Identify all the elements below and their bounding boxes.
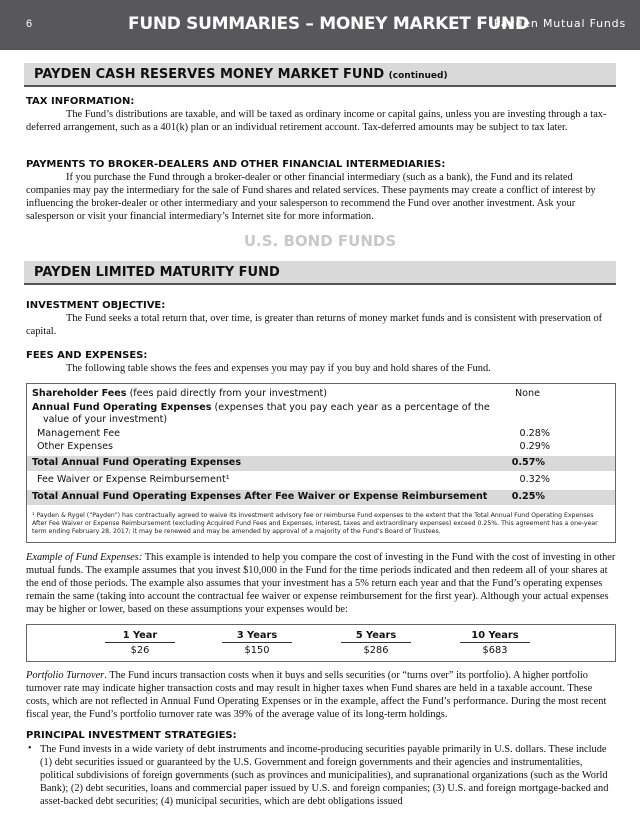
strategies-text: The Fund invests in a wide variety of debt instruments and income-producing securities payable primarily in U.S. dollars. These include (1) debt securities issued or guaranteed by the U.S. Government and foreign governments and their agencies and instrumentalities, political subdivisions of foreign governments (such as provinces and municipalities), and supranational organizations (such as the World Bank); (2) debt securities, loans and commercial paper issued by U.S. and foreign companies; (3) U.S. and foreign mortgage-backed and asset-backed debt securities; (4) municipal securities, which are debt obligations issued <box>40 744 609 807</box>
tax-text: The Fund’s distributions are taxable, and will be taxed as ordinary income or capital gains, unless you are investing through a tax-deferred arrangement, such as a 401(k) plan or an individual retirement account. Tax-deferred amounts may be subject to tax later. <box>26 109 607 133</box>
other-expenses-row: Other Expenses 0.29% <box>37 441 550 452</box>
period-5-years: 5 Years $286 <box>341 630 411 656</box>
period-3-years: 3 Years $150 <box>222 630 292 656</box>
objective-text: The Fund seeks a total return that, over time, is greater than returns of money market funds and is consistent with preservation of capital. <box>26 313 603 337</box>
expense-example-table <box>26 624 616 662</box>
payments-heading: PAYMENTS TO BROKER-DEALERS AND OTHER FINANCIAL INTERMEDIARIES: <box>26 159 446 170</box>
page-header-title: FUND SUMMARIES – MONEY MARKET FUND <box>128 14 529 34</box>
annual-expenses-row-cont: value of your investment) <box>43 414 168 425</box>
other-expenses-value: 0.29% <box>519 441 550 452</box>
fee-waiver-value: 0.32% <box>519 474 550 485</box>
fees-intro: The following table shows the fees and expenses you may pay if you buy and hold shares of the Fund. <box>66 363 491 374</box>
section-title-limited-maturity: PAYDEN LIMITED MATURITY FUND <box>24 261 616 285</box>
total-expenses-value: 0.57% <box>511 457 545 468</box>
period-1-year: 1 Year $26 <box>105 630 175 656</box>
bond-funds-title: U.S. BOND FUNDS <box>243 232 397 250</box>
objective-heading: INVESTMENT OBJECTIVE: <box>26 300 166 311</box>
page-number: 6 <box>26 18 33 30</box>
fee-waiver-row: Fee Waiver or Expense Reimbursement¹ 0.32% <box>37 474 550 485</box>
header-bar <box>0 0 640 50</box>
annual-expenses-row: Annual Fund Operating Expenses (expenses that you pay each year as a percentage of the <box>32 402 490 413</box>
fees-footnote: ¹ Payden & Rygel (“Payden”) has contractually agreed to waive its investment advisory fee or reimburse Fund expenses to the extent that the Total Annual Fund Operating Expenses After Fee Waiver or Expense Reimbursement (excluding Acquired Fund Fees and Expenses, interest, taxes and extraordinary expenses) exceed 0.25%. This agreement has a one-year term ending February 28, 2017; it may be renewed and may be amended by approval of a majority of the Fund’s Board of Trustees. <box>32 512 598 536</box>
net-expenses-value: 0.25% <box>511 491 545 502</box>
strategies-heading: PRINCIPAL INVESTMENT STRATEGIES: <box>26 730 237 741</box>
brand-name: Payden Mutual Funds <box>493 17 626 30</box>
payments-text: If you purchase the Fund through a broker-dealer or other financial intermediary (such as a bank), the Fund and its related companies may pay the intermediary for the sale of Fund shares and related services. These payments may create a conflict of interest by influencing the broker-dealer or other intermediary and your salesperson to recommend the Fund over another investment. Ask your salesperson or visit your financial intermediary’s Internet site for more information. <box>26 172 596 222</box>
management-fee-row: Management Fee 0.28% <box>37 428 550 439</box>
period-10-years: 10 Years $683 <box>460 630 530 656</box>
turnover-text: Portfolio Turnover. The Fund incurs transaction costs when it buys and sells securities (or “turns over” its portfolio). A higher portfolio turnover rate may indicate higher transaction costs and may result in higher taxes when Fund shares are held in a taxable account. These costs, which are not reflected in Annual Fund Operating Expenses or in the example, affect the Fund’s performance. During the most recent fiscal year, the Fund’s portfolio turnover rate was 39% of the average value of its long-term holdings. <box>26 670 607 720</box>
net-expenses-row: Total Annual Fund Operating Expenses After Fee Waiver or Expense Reimbursement 0.25% <box>27 490 615 505</box>
shareholder-fees-value: None <box>514 388 540 399</box>
bullet-icon: • <box>28 743 32 754</box>
section-title-cash-reserves: PAYDEN CASH RESERVES MONEY MARKET FUND (continued) <box>24 63 616 87</box>
example-text: Example of Fund Expenses: This example is intended to help you compare the cost of investing in the Fund with the cost of investing in other mutual funds. The example assumes that you invest $10,000 in the Fund for the time periods indicated and then redeem all of your shares at the end of those periods. The example also assumes that your investment has a 5% return each year and that the Fund’s operating expenses remain the same (taking into account the contractual fee waiver or expense reimbursement for the first year). Although your actual expenses may be higher or lower, based on these assumptions your expenses would be: <box>26 552 616 615</box>
fees-table <box>26 383 616 543</box>
fees-heading: FEES AND EXPENSES: <box>26 350 148 361</box>
shareholder-fees-row: Shareholder Fees (fees paid directly from your investment) None <box>32 388 540 399</box>
management-fee-value: 0.28% <box>519 428 550 439</box>
total-expenses-row: Total Annual Fund Operating Expenses 0.57% <box>27 456 615 471</box>
tax-heading: TAX INFORMATION: <box>26 96 135 107</box>
